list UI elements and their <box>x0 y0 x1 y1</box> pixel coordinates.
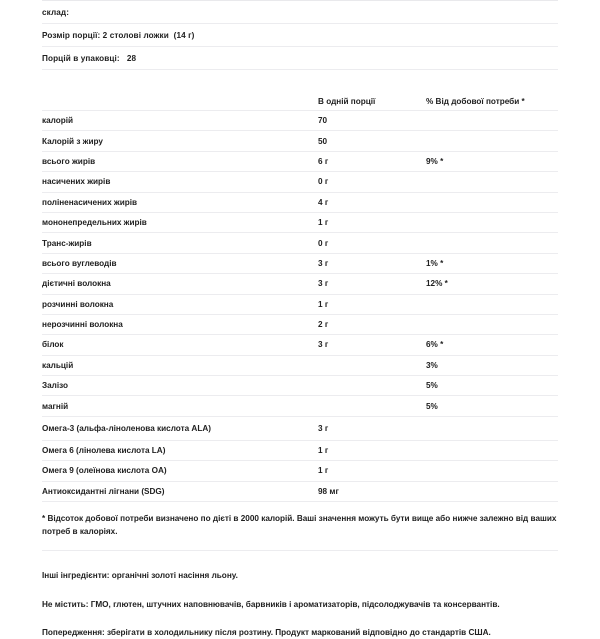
nutrient-daily-value: 1% * <box>426 258 444 268</box>
table-row <box>42 253 558 273</box>
nutrient-amount: 4 г <box>318 197 329 207</box>
nutrient-amount: 1 г <box>318 218 329 228</box>
nutrient-label: білок <box>42 340 64 350</box>
column-header-daily-value: % Від добової потреби * <box>426 97 525 106</box>
note-line: Інші інгредієнти: органічні золоті насіння льону. <box>42 571 238 581</box>
nutrient-amount: 50 <box>318 136 328 146</box>
serving-size-text: Розмір порції: 2 столові ложки (14 г) <box>42 30 195 40</box>
nutrient-label: Залізо <box>42 381 69 391</box>
nutrient-daily-value: 5% <box>426 381 438 391</box>
nutrient-amount: 70 <box>318 116 328 126</box>
nutrient-label: Антиоксидантні лігнани (SDG) <box>42 486 165 496</box>
nutrient-daily-value: 5% <box>426 401 438 411</box>
nutrient-label: калорій <box>42 116 74 126</box>
column-headers <box>42 70 558 110</box>
nutrient-label: магній <box>42 401 69 411</box>
table-row <box>42 130 558 150</box>
nutrient-label: поліненасичених жирів <box>42 197 138 207</box>
table-row <box>42 375 558 395</box>
table-row <box>42 151 558 171</box>
composition-row <box>42 1 558 24</box>
notes-block <box>42 551 558 638</box>
nutrient-amount: 3 г <box>318 423 329 433</box>
nutrient-label: розчинні волокна <box>42 299 114 309</box>
nutrient-label: Транс-жирів <box>42 238 92 248</box>
servings-per-container-text: Порцій в упаковці: 28 <box>42 53 137 63</box>
note-line: Попередження: зберігати в холодильнику після розтину. Продукт маркований відповідно до стандартів США. <box>42 628 491 638</box>
nutrient-label: насичених жирів <box>42 177 111 187</box>
nutrient-label: мононепредельних жирів <box>42 218 147 228</box>
table-row <box>42 232 558 252</box>
table-row <box>42 314 558 334</box>
nutrient-daily-value: 12% * <box>426 279 448 289</box>
nutrient-label: Омега 6 (лінолева кислота LA) <box>42 446 166 456</box>
nutrient-label: Омега 9 (олеїнова кислота OA) <box>42 466 167 476</box>
servings-per-container-row <box>42 47 558 70</box>
column-header-per-serving: В одній порції <box>318 97 376 106</box>
nutrient-amount: 6 г <box>318 156 329 166</box>
nutrient-daily-value: 3% <box>426 360 438 370</box>
nutrient-label: кальцій <box>42 360 74 370</box>
table-row <box>42 481 558 502</box>
nutrient-amount: 0 г <box>318 238 329 248</box>
nutrient-amount: 0 г <box>318 177 329 187</box>
nutrient-amount: 1 г <box>318 299 329 309</box>
nutrient-amount: 3 г <box>318 340 329 350</box>
nutrient-label: всього вуглеводів <box>42 258 117 268</box>
serving-size-row <box>42 24 558 47</box>
nutrient-daily-value: 6% * <box>426 340 444 350</box>
table-row <box>42 460 558 480</box>
table-row <box>42 440 558 460</box>
note-line: Не містить: ГМО, глютен, штучних наповнювачів, барвників і ароматизаторів, підсолоджувачів та консервантів. <box>42 599 500 609</box>
nutrient-table <box>42 110 558 502</box>
table-row <box>42 395 558 415</box>
table-row <box>42 334 558 354</box>
nutrient-label: Калорій з жиру <box>42 136 103 146</box>
nutrient-amount: 3 г <box>318 279 329 289</box>
composition-label: склад: <box>42 7 70 17</box>
nutrient-label: дієтичні волокна <box>42 279 111 289</box>
nutrient-label: Омега-3 (альфа-ліноленова кислота ALA) <box>42 423 211 433</box>
nutrient-label: нерозчинні волокна <box>42 320 123 330</box>
table-row <box>42 171 558 191</box>
nutrient-daily-value: 9% * <box>426 156 444 166</box>
nutrient-amount: 1 г <box>318 466 329 476</box>
nutrient-amount: 3 г <box>318 258 329 268</box>
nutrient-label: всього жирів <box>42 156 96 166</box>
nutrient-amount: 1 г <box>318 446 329 456</box>
table-row <box>42 294 558 314</box>
table-row <box>42 192 558 212</box>
table-row <box>42 110 558 130</box>
daily-value-footnote: * Відсоток добової потреби визначено по дієті в 2000 калорій. Ваші значення можуть бути вище або нижче залежно від ваших потреб в калоріях. <box>42 502 558 551</box>
nutrient-amount: 98 мг <box>318 486 339 496</box>
table-row <box>42 212 558 232</box>
table-row <box>42 416 558 440</box>
table-row <box>42 355 558 375</box>
nutrient-amount: 2 г <box>318 320 329 330</box>
table-row <box>42 273 558 293</box>
